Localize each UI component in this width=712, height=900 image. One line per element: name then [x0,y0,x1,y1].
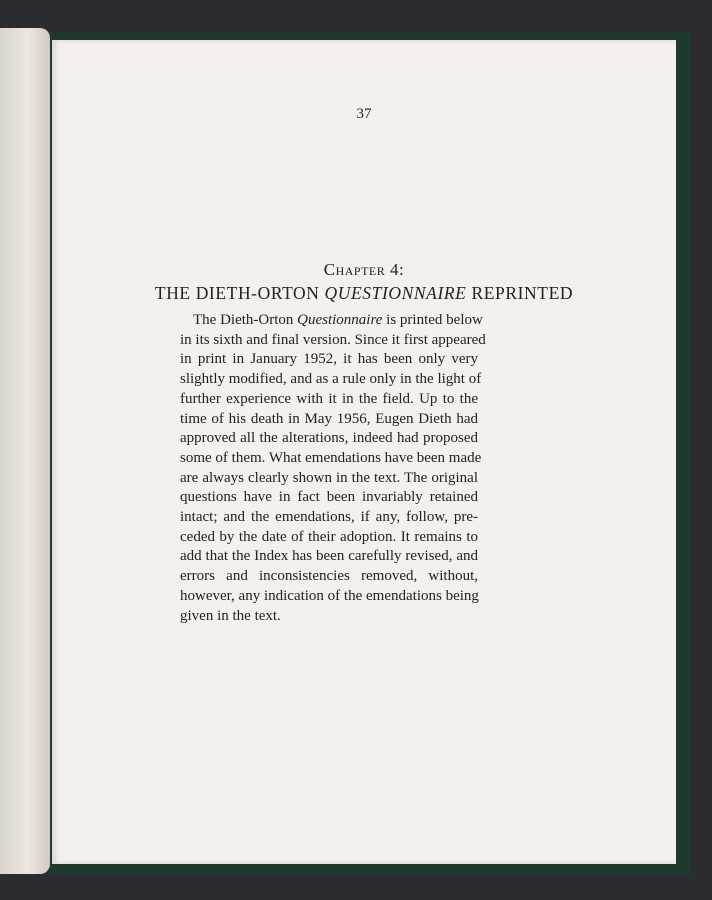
body-line: some of them. What emendations have been made [180,449,482,466]
chapter-title-italic: QUESTIONNAIRE [324,283,467,303]
body-line: in its sixth and final version. Since it first appeared [180,331,486,348]
body-line: intact; and the emendations, if any, follow, pre- [180,509,478,526]
chapter-title-part1: THE DIETH-ORTON [154,283,325,303]
chapter-title-part2: REPRINTED [466,283,574,303]
chapter-title [52,283,676,304]
body-line: approved all the alterations, indeed had proposed [180,430,478,447]
body-line: errors and inconsistencies removed, without, [180,568,478,585]
body-line: slightly modified, and as a rule only in the light of [180,371,482,388]
left-page-edge [0,28,50,874]
body-line-text: is printed below [382,312,483,328]
body-line: further experience with it in the field. Up to the [180,390,478,407]
body-line: questions have in fact been invariably retained [180,489,478,506]
page-number: 37 [356,106,372,122]
body-line: are always clearly shown in the text. The original [180,469,478,486]
body-line: add that the Index has been carefully revised, and [180,548,478,565]
body-line-emphasis: Questionnaire [297,312,383,328]
body-paragraph [180,311,486,626]
body-line [180,311,483,331]
body-line: however, any indication of the emendations being [180,587,479,604]
book-page [52,40,676,864]
body-line: ceded by the date of their adoption. It remains to [180,528,478,545]
body-line: given in the text. [180,607,281,624]
chapter-label: Chapter 4: [323,260,405,279]
body-line: in print in January 1952, it has been only very [180,351,478,368]
body-line-text: The Dieth-Orton [193,312,298,328]
body-line: time of his death in May 1956, Eugen Dieth had [180,410,478,427]
